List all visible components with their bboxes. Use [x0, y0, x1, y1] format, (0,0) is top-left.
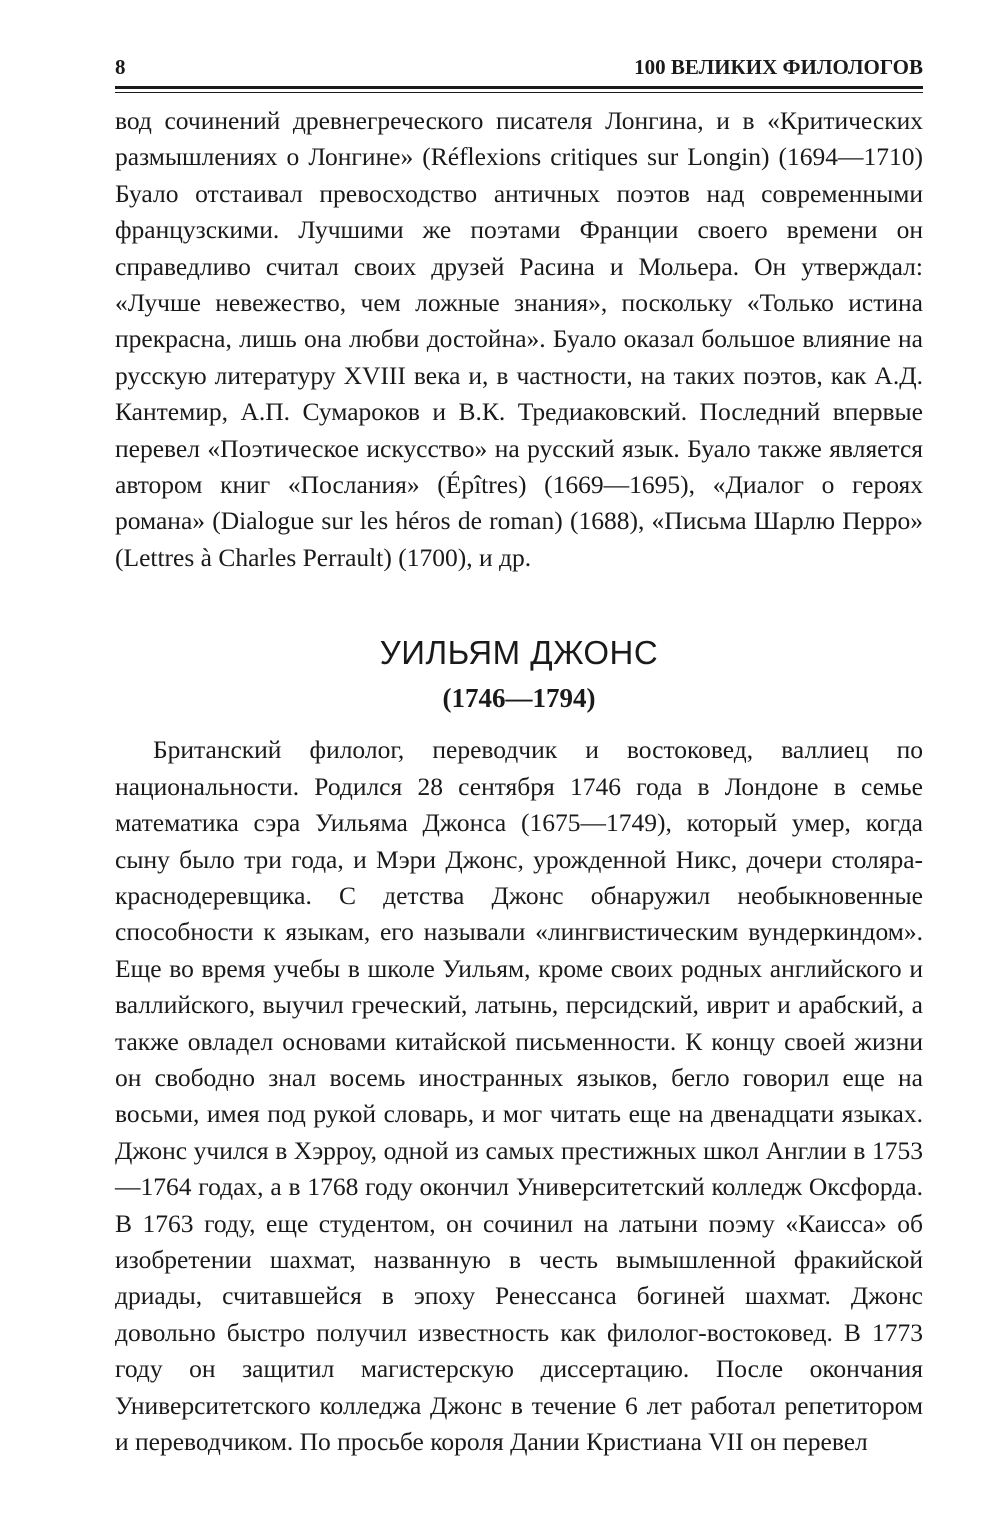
book-page: [115, 52, 923, 1460]
page-number: 8: [115, 55, 126, 79]
section-heading: [115, 630, 923, 718]
header-rule-thin: [115, 92, 923, 93]
continued-paragraph: вод сочинений древнегреческого писателя Лонгина, и в «Критических размышлениях о Лонгине» (Réflexions critiques sur Longin) (1694—1710) Буало отстаивал превосходство античных поэтов над современными французскими. Лучшими же поэтами Франции своего времени он справедливо считал своих друзей Расина и Мольера. Он утверждал: «Лучше невежество, чем ложные знания», поскольку «Только истина прекрасна, лишь она любви достойна». Буало оказал большое влияние на русскую литературу XVIII века и, в частности, на таких поэтов, как А.Д. Кантемир, А.П. Сумароков и В.К. Тредиаковский. Последний впервые перевел «Поэтическое искусство» на русский язык. Буало также является автором книг «Послания» (Épîtres) (1669—1695), «Диалог о героях романа» (Dialogue sur les héros de roman) (1688), «Письма Шарлю Перро» (Lettres à Charles Perrault) (1700), и др.: [115, 106, 923, 572]
section-paragraph: Британский филолог, переводчик и востоковед, валлиец по национальности. Родился 28 сентября 1746 года в Лондоне в семье математика сэра Уильяма Джонса (1675—1749), который умер, когда сыну было три года, и Мэри Джонс, урожденной Никс, дочери столяра-краснодеревщика. С детства Джонс обнаружил необыкновенные способности к языкам, его называли «лингвистическим вундеркиндом». Еще во время учебы в школе Уильям, кроме своих родных английского и валлийского, выучил греческий, латынь, персидский, иврит и арабский, а также овладел основами китайской письменности. К концу своей жизни он свободно знал восемь иностранных языков, бегло говорил еще на восьми, имея под рукой словарь, и мог читать еще на двенадцати языках. Джонс учился в Хэрроу, одной из самых престижных школ Англии в 1753—1764 годах, а в 1768 году окончил Университетский колледж Оксфорда. В 1763 году, еще студентом, он сочинил на латыни поэму «Каисса» об изобретении шахмат, названную в честь вымышленной фракийской дриады, считавшейся в эпоху Ренессанса богиней шахмат. Джонс довольно быстро получил известность как филолог-востоковед. В 1773 году он защитил магистерскую диссертацию. После окончания Университетского колледжа Джонс в течение 6 лет работал репетитором и переводчиком. По просьбе короля Дании Кристиана VII он перевел: [115, 735, 923, 1456]
header-rule-thick: [115, 86, 923, 89]
book-title: 100 ВЕЛИКИХ ФИЛОЛОГОВ: [634, 55, 923, 79]
section-title: УИЛЬЯМ ДЖОНС: [379, 634, 659, 672]
section-dates: (1746—1794): [442, 683, 596, 714]
running-header: [115, 52, 923, 82]
page-body: [115, 103, 923, 1460]
